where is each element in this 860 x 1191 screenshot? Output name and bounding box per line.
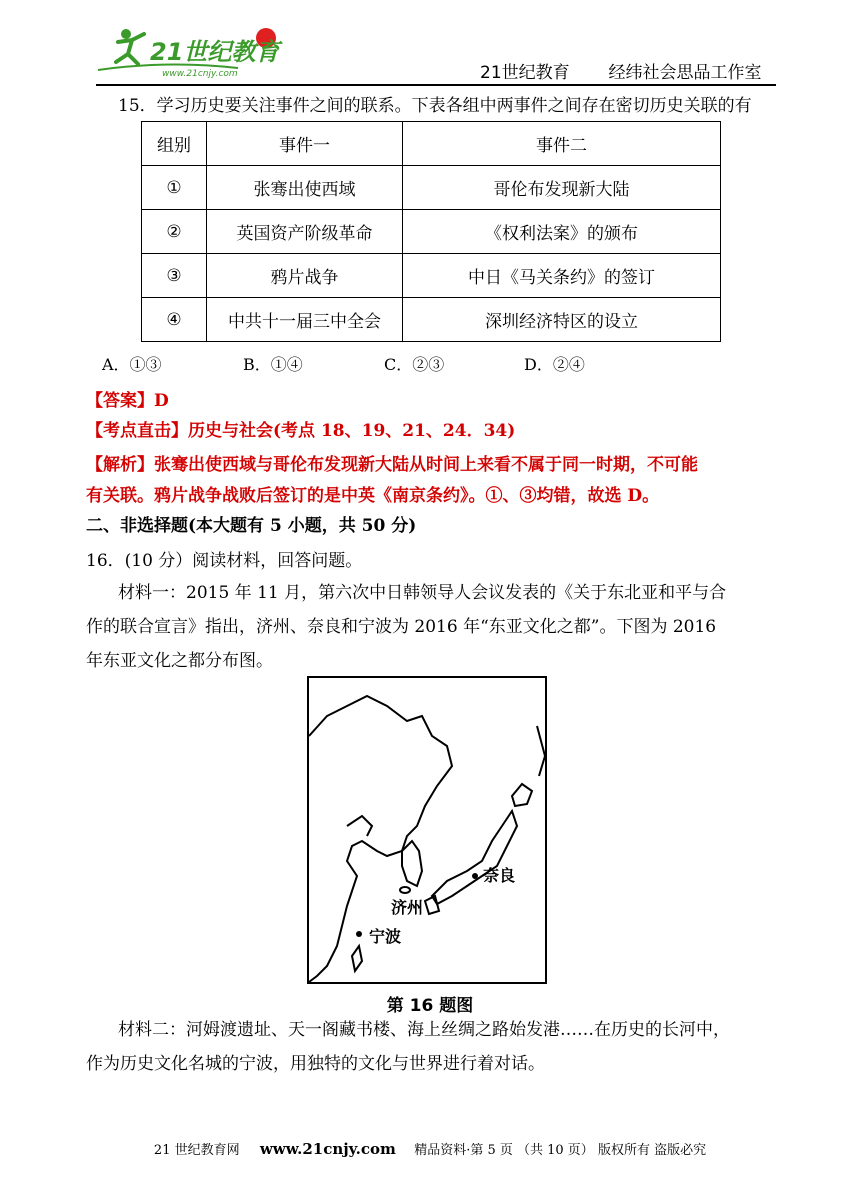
- nara-dot: [472, 873, 478, 879]
- ningbo-dot: [356, 931, 362, 937]
- table-row: [142, 210, 721, 254]
- table-cell: 中共十一届三中全会: [207, 298, 403, 342]
- table-header-cell: 事件一: [207, 122, 403, 166]
- option-c: C．②③: [384, 355, 445, 374]
- analysis-line-1: 【解析】张骞出使西域与哥伦布发现新大陆从时间上来看不属于同一时期，不可能: [86, 455, 698, 475]
- east-asia-map: [307, 676, 547, 984]
- table-row: [142, 298, 721, 342]
- kaodian: 【考点直击】历史与社会(考点 18、19、21、24．34): [86, 421, 516, 441]
- ningbo-label: 宁波: [369, 927, 402, 946]
- table-cell: ②: [142, 210, 207, 254]
- logo-text: 21世纪教育: [150, 38, 280, 66]
- material1-line2: 作的联合宣言》指出，济州、奈良和宁波为 2016 年“东亚文化之都”。下图为 2016: [86, 617, 717, 637]
- table-header-cell: 组别: [142, 122, 207, 166]
- material1-line1: 材料一：2015 年 11 月，第六次中日韩领导人会议发表的《关于东北亚和平与合: [118, 583, 727, 603]
- option-d: D．②④: [524, 355, 585, 374]
- table-cell: ①: [142, 166, 207, 210]
- footer-rest: 精品资料·第 5 页 （共 10 页） 版权所有 盗版必究: [414, 1143, 707, 1158]
- material2-line1: 材料二：河姆渡遗址、天一阁藏书楼、海上丝绸之路始发港……在历史的长河中，: [118, 1020, 730, 1040]
- header-title: [480, 58, 761, 83]
- option-a: A．①③: [102, 355, 162, 374]
- footer-site: 21 世纪教育网: [153, 1143, 240, 1158]
- material2-line2: 作为历史文化名城的宁波，用独特的文化与世界进行着对话。: [86, 1054, 545, 1074]
- brand-name: 21世纪教育: [480, 63, 570, 83]
- table-cell: 张骞出使西域: [207, 166, 403, 210]
- q15-stem: 15．学习历史要关注事件之间的联系。下表各组中两事件之间存在密切历史关联的有: [118, 96, 752, 116]
- jeju-label: 济州: [391, 898, 424, 917]
- header-divider: [96, 84, 776, 86]
- nara-label: 奈良: [483, 866, 516, 885]
- logo-url: www.21cnjy.com: [162, 69, 238, 79]
- footer-url[interactable]: www.21cnjy.com: [259, 1140, 396, 1158]
- material1-line3: 年东亚文化之都分布图。: [86, 651, 273, 671]
- studio-name: 经纬社会思品工作室: [608, 63, 762, 83]
- table-cell: 中日《马关条约》的签订: [403, 254, 721, 298]
- option-b: B．①④: [243, 355, 303, 374]
- table-cell: 鸦片战争: [207, 254, 403, 298]
- table-cell: ④: [142, 298, 207, 342]
- table-cell: 《权利法案》的颁布: [403, 210, 721, 254]
- table-cell: 哥伦布发现新大陆: [403, 166, 721, 210]
- table-cell: 深圳经济特区的设立: [403, 298, 721, 342]
- section-title: 二、非选择题(本大题有 5 小题，共 50 分): [86, 516, 417, 536]
- table-row: [142, 254, 721, 298]
- table-header-row: [142, 122, 721, 166]
- table-row: [142, 166, 721, 210]
- page-footer: [0, 1139, 860, 1158]
- table-header-cell: 事件二: [403, 122, 721, 166]
- analysis-line-2: 有关联。鸦片战争战败后签订的是中英《南京条约》。①、③均错，故选 D。: [86, 486, 660, 506]
- events-table: [141, 121, 721, 342]
- table-cell: 英国资产阶级革命: [207, 210, 403, 254]
- answer: 【答案】D: [86, 391, 169, 411]
- q16-stem: 16．(10 分）阅读材料，回答问题。: [86, 551, 363, 571]
- logo: [88, 20, 298, 82]
- map-caption: 第 16 题图: [386, 996, 474, 1016]
- map-frame: [308, 677, 546, 983]
- table-cell: ③: [142, 254, 207, 298]
